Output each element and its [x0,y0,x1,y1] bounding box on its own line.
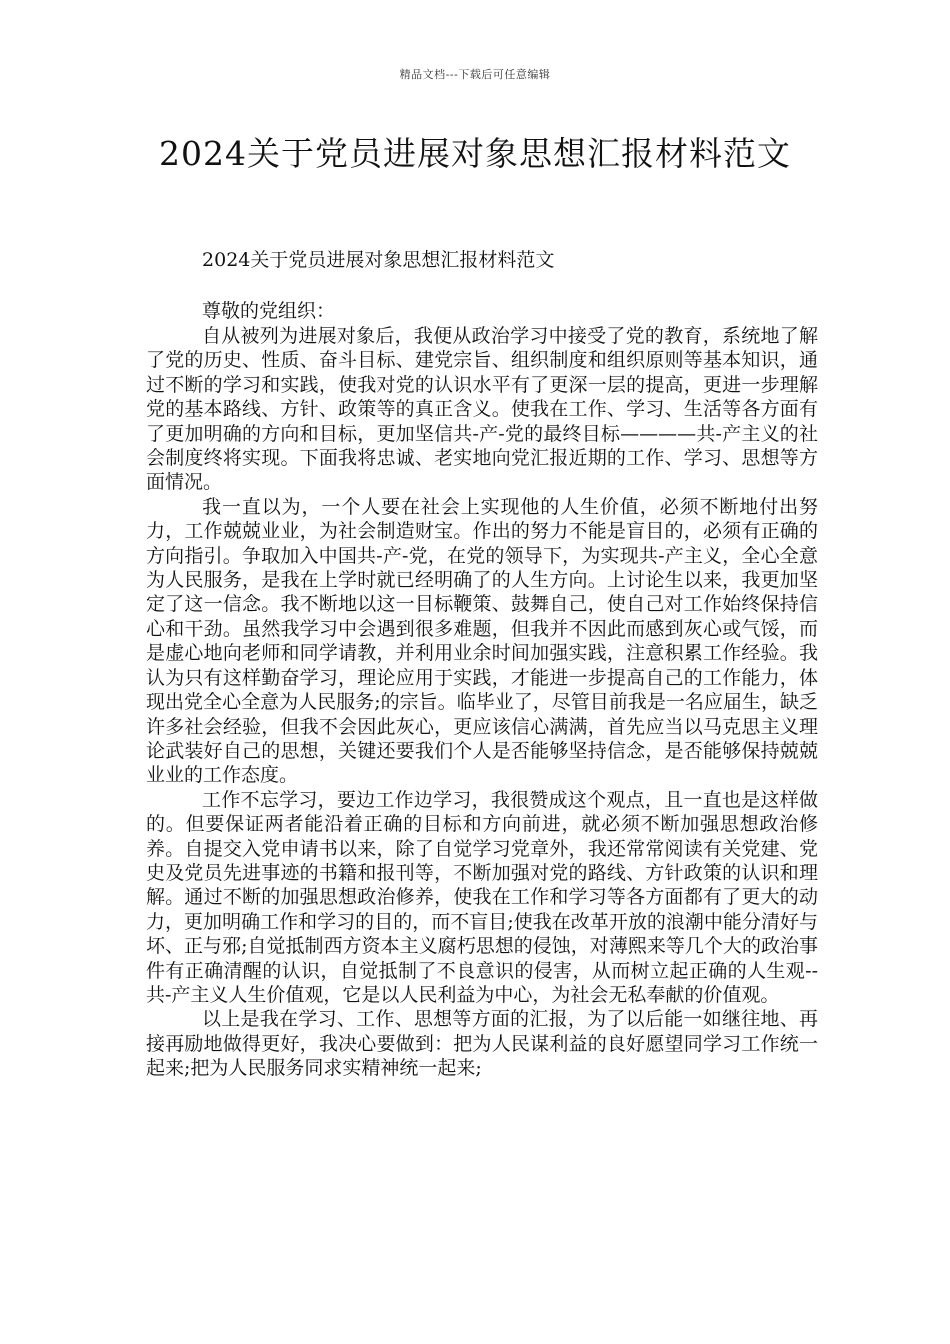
header-note: 精品文档---下载后可任意编辑 [399,68,551,81]
document-subtitle: 2024关于党员进展对象思想汇报材料范文 [202,249,555,271]
document-title: 2024关于党员进展对象思想汇报材料范文 [159,134,791,173]
paragraph-2: 我一直以为，一个人要在社会上实现他的人生价值，必须不断地付出努力，工作兢兢业业，为社会制造财宝。作出的努力不能是盲目的，必须有正确的方向指引。争取加入中国共-产-党，在党的领导下，为实现共-产主义，全心全意为人民服务，是我在上学时就已经明确了的人生方向。上讨论生以来，我更加坚定了这一信念。我不断地以这一目标鞭策、鼓舞自己，使自己对工作始终保持信心和干劲。虽然我学习中会遇到很多难题，但我并不因此而感到灰心或气馁，而是虚心地向老师和同学请教，并利用业余时间加强实践，注意积累工作经验。我认为只有这样勤奋学习，理论应用于实践，才能进一步提高自己的工作能力，体现出党全心全意为人民服务;的宗旨。临毕业了，尽管目前我是一名应届生，缺乏许多社会经验，但我不会因此灰心，更应该信心满满，首先应当以马克思主义理论武装好自己的思想，关键还要我们个人是否能够坚持信念，是否能够保持兢兢业业的工作态度。 [146,495,818,787]
salutation: 尊敬的党组织： [202,300,336,322]
paragraph-3: 工作不忘学习，要边工作边学习，我很赞成这个观点，且一直也是这样做的。但要保证两者能沿着正确的目标和方向前进，就必须不断加强思想政治修养。自提交入党申请书以来，除了自觉学习党章外，我还常常阅读有关党建、党史及党员先进事迹的书籍和报刊等，不断加强对党的路线、方针政策的认识和理解。通过不断的加强思想政治修养，使我在工作和学习等各方面都有了更大的动力，更加明确工作和学习的目的，而不盲目;使我在改革开放的浪潮中能分清好与坏、正与邪;自觉抵制西方资本主义腐朽思想的侵蚀，对薄熙来等几个大的政治事件有正确清醒的认识，自觉抵制了不良意识的侵害，从而树立起正确的人生观--共-产主义人生价值观，它是以人民利益为中心，为社会无私奉献的价值观。 [146,788,818,1006]
paragraph-1: 自从被列为进展对象后，我便从政治学习中接受了党的教育，系统地了解了党的历史、性质、奋斗目标、建党宗旨、组织制度和组织原则等基本知识，通过不断的学习和实践，使我对党的认识水平有了更深一层的提高，更进一步理解党的基本路线、方针、政策等的真正含义。使我在工作、学习、生活等各方面有了更加明确的方向和目标，更加坚信共-产-党的最终目标————共-产主义的社会制度终将实现。下面我将忠诚、老实地向党汇报近期的工作、学习、思想等方面情况。 [146,325,818,494]
document-body [146,247,818,1081]
paragraph-4: 以上是我在学习、工作、思想等方面的汇报，为了以后能一如继往地、再接再励地做得更好，我决心要做到：把为人民谋利益的良好愿望同学习工作统一起来;把为人民服务同求实精神统一起来; [146,1008,818,1080]
